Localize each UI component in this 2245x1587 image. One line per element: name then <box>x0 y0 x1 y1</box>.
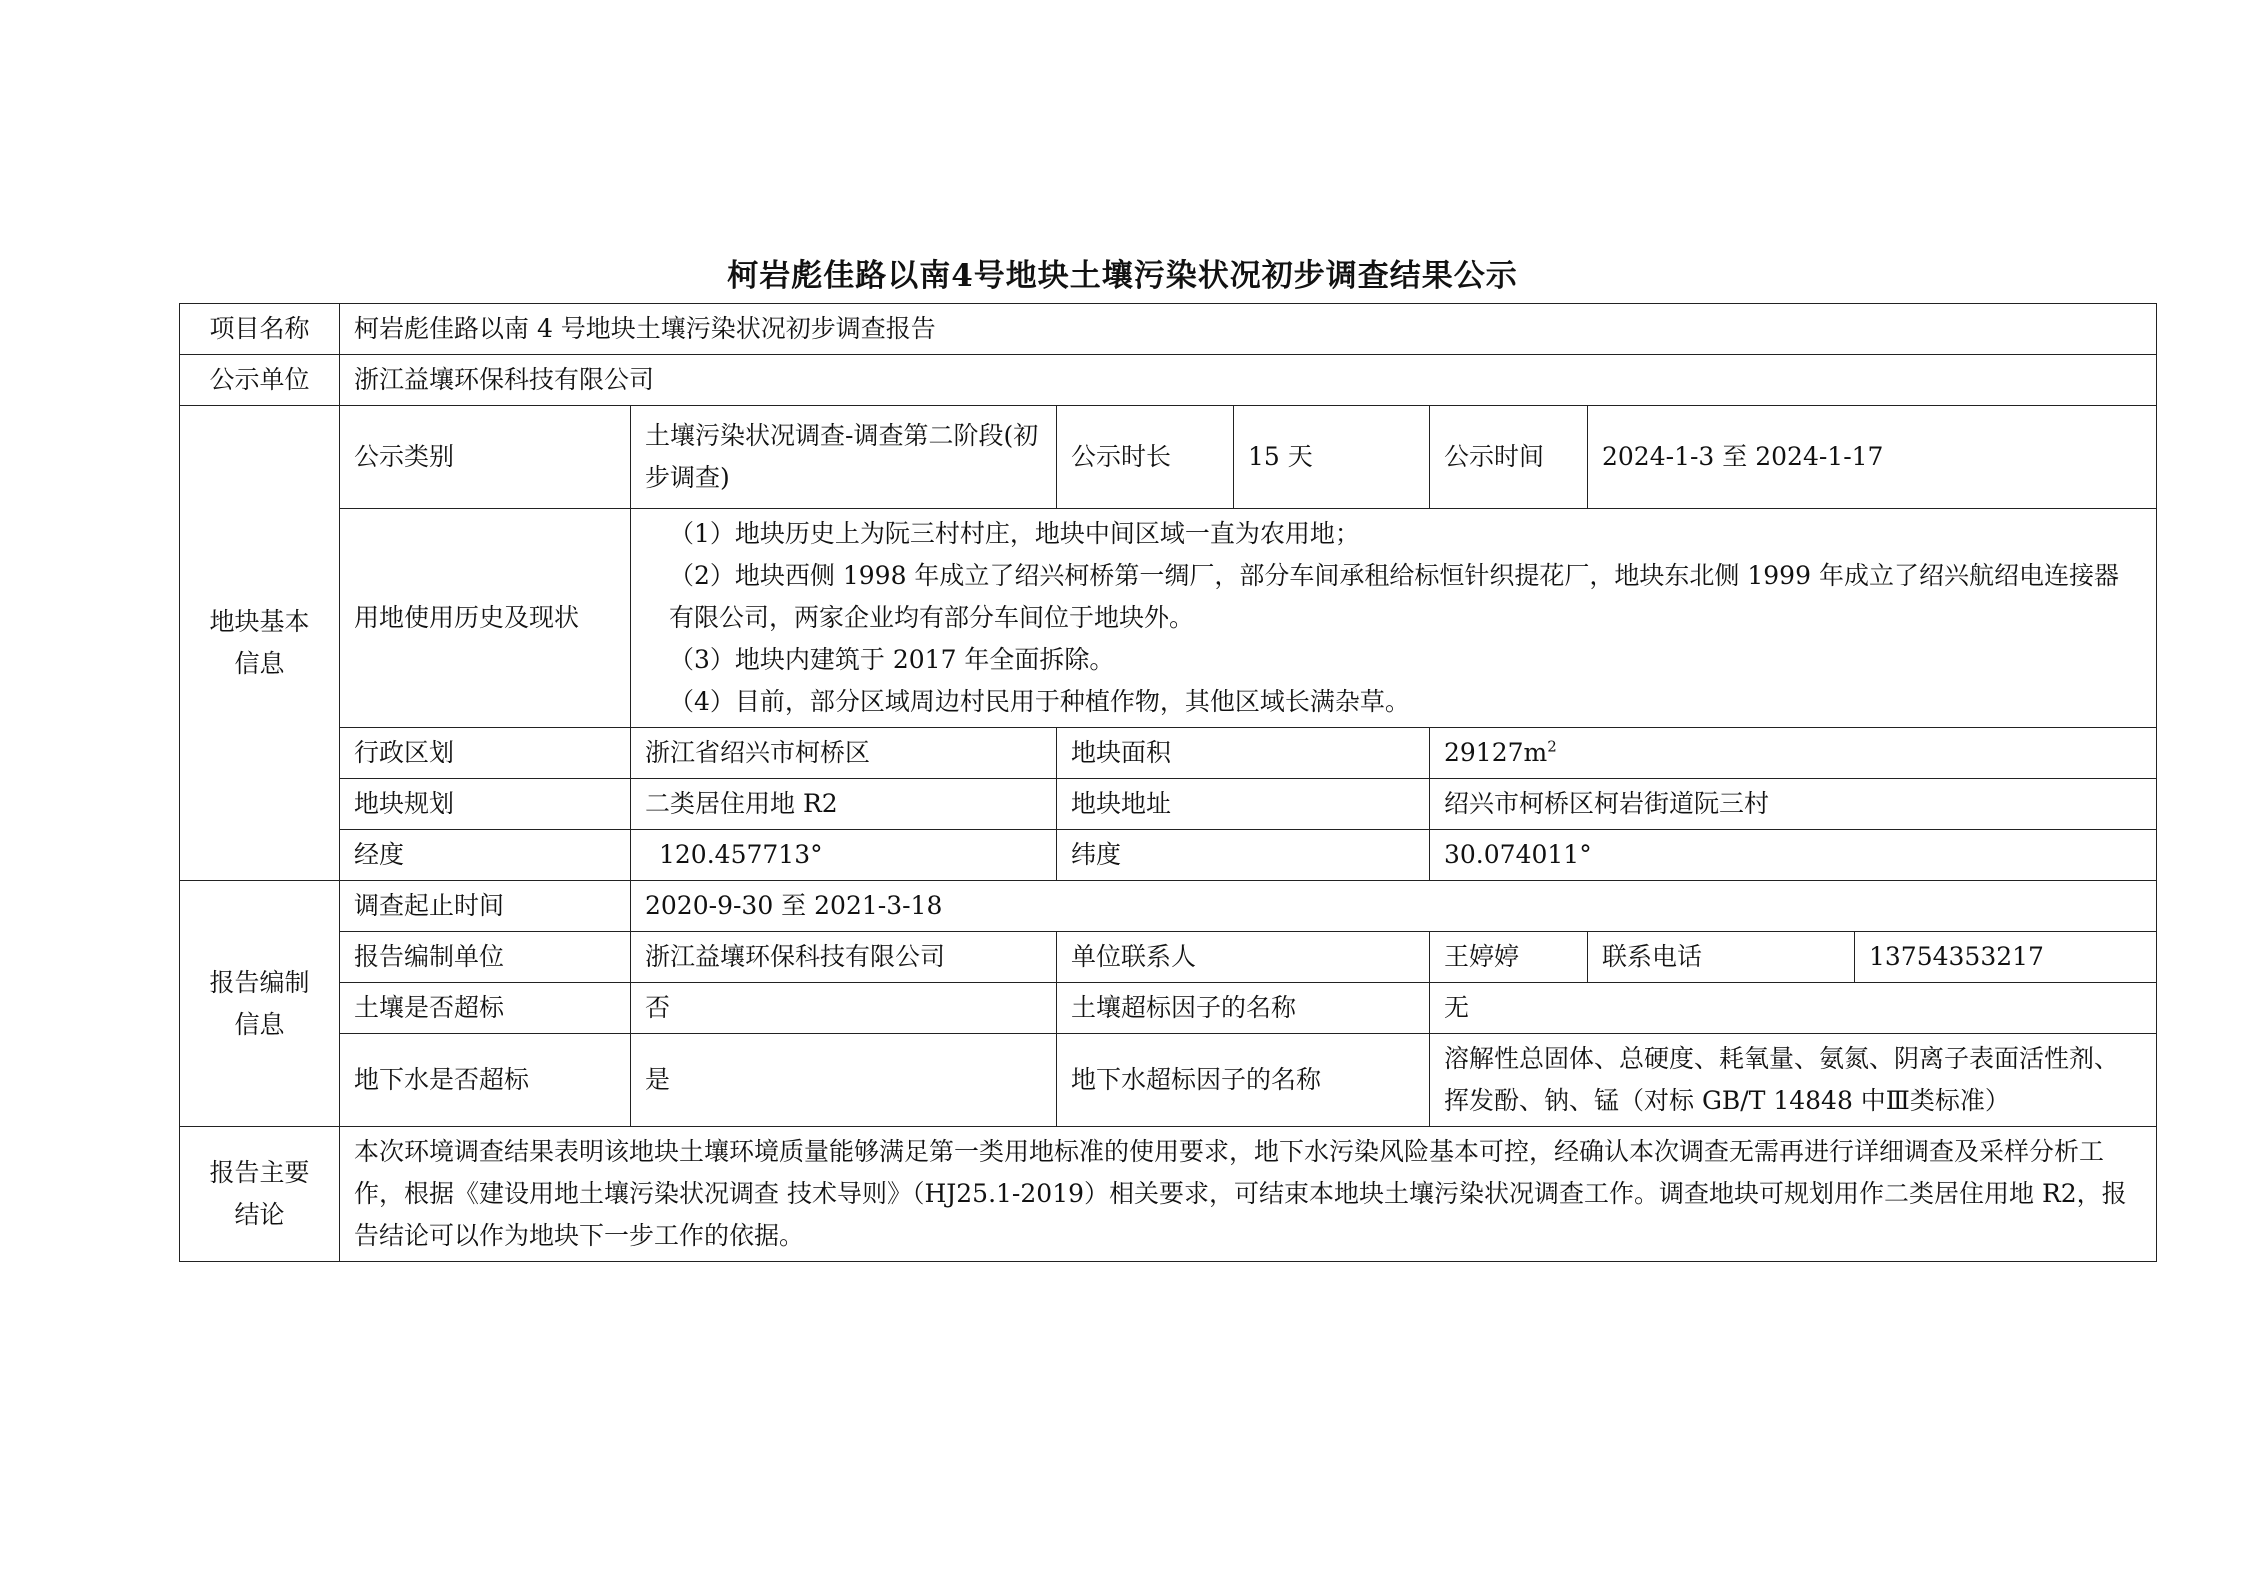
survey-period-value: 2020-9-30 至 2021-3-18 <box>631 881 2157 932</box>
page-title: 柯岩彪佳路以南4号地块土壤污染状况初步调查结果公示 <box>727 258 1518 294</box>
area-label: 地块面积 <box>1057 728 1430 779</box>
area-unit-superscript: 2 <box>1547 737 1557 756</box>
groundwater-exceed-value: 是 <box>631 1034 1057 1127</box>
history-label: 用地使用历史及现状 <box>340 509 631 728</box>
notice-table <box>179 303 2157 1262</box>
project-value: 柯岩彪佳路以南 4 号地块土壤污染状况初步调查报告 <box>340 304 2157 355</box>
conclusion-section-line2: 结论 <box>234 1200 285 1229</box>
groundwater-exceed-row <box>180 1034 2157 1127</box>
survey-period-row <box>180 881 2157 932</box>
history-item: （4）目前，部分区域周边村民用于种植作物，其他区域长满杂草。 <box>669 687 1410 716</box>
latitude-value: 30.074011° <box>1430 830 2157 881</box>
longitude-label: 经度 <box>340 830 631 881</box>
phone-label: 联系电话 <box>1588 932 1855 983</box>
soil-factor-label: 土壤超标因子的名称 <box>1057 983 1430 1034</box>
site-info-section-line1: 地块基本 <box>209 607 310 636</box>
period-value: 2024-1-3 至 2024-1-17 <box>1588 406 2157 509</box>
duration-label: 公示时长 <box>1057 406 1234 509</box>
longitude-value: 120.457713° <box>631 830 1057 881</box>
org-label: 报告编制单位 <box>340 932 631 983</box>
area-value <box>1430 728 2157 779</box>
conclusion-section <box>180 1127 340 1262</box>
site-info-section-line2: 信息 <box>234 649 285 678</box>
category-row <box>180 406 2157 509</box>
org-value: 浙江益壤环保科技有限公司 <box>631 932 1057 983</box>
groundwater-exceed-label: 地下水是否超标 <box>340 1034 631 1127</box>
history-item: （1）地块历史上为阮三村村庄，地块中间区域一直为农用地； <box>669 519 1360 548</box>
coordinate-row <box>180 830 2157 881</box>
history-value <box>631 509 2157 728</box>
groundwater-factor-label: 地下水超标因子的名称 <box>1057 1034 1430 1127</box>
conclusion-section-line1: 报告主要 <box>209 1158 310 1187</box>
district-label: 行政区划 <box>340 728 631 779</box>
soil-exceed-label: 土壤是否超标 <box>340 983 631 1034</box>
duration-value: 15 天 <box>1234 406 1430 509</box>
plan-value: 二类居住用地 R2 <box>631 779 1057 830</box>
address-value: 绍兴市柯桥区柯岩街道阮三村 <box>1430 779 2157 830</box>
soil-exceed-row <box>180 983 2157 1034</box>
site-info-section <box>180 406 340 881</box>
category-label: 公示类别 <box>340 406 631 509</box>
latitude-label: 纬度 <box>1057 830 1430 881</box>
soil-factor-value: 无 <box>1430 983 2157 1034</box>
plan-row <box>180 779 2157 830</box>
soil-exceed-value: 否 <box>631 983 1057 1034</box>
project-label: 项目名称 <box>180 304 340 355</box>
category-value: 土壤污染状况调查-调查第二阶段(初步调查) <box>631 406 1057 509</box>
address-label: 地块地址 <box>1057 779 1430 830</box>
contact-label: 单位联系人 <box>1057 932 1430 983</box>
org-row <box>180 932 2157 983</box>
publisher-label: 公示单位 <box>180 355 340 406</box>
history-item: （3）地块内建筑于 2017 年全面拆除。 <box>669 645 1115 674</box>
conclusion-text: 本次环境调查结果表明该地块土壤环境质量能够满足第一类用地标准的使用要求，地下水污染风险基本可控，经确认本次调查无需再进行详细调查及采样分析工作，根据《建设用地土壤污染状况调查 技术导则》（HJ25.1-2019）相关要求，可结束本地块土壤污染状况调查工作。调查地块可规划用作二类居住用地 R2，报告结论可以作为地块下一步工作的依据。 <box>340 1127 2157 1262</box>
conclusion-row <box>180 1127 2157 1262</box>
survey-period-label: 调查起止时间 <box>340 881 631 932</box>
phone-value: 13754353217 <box>1855 932 2157 983</box>
report-info-section-line1: 报告编制 <box>209 967 310 997</box>
district-row <box>180 728 2157 779</box>
period-label: 公示时间 <box>1430 406 1588 509</box>
contact-value: 王婷婷 <box>1430 932 1588 983</box>
plan-label: 地块规划 <box>340 779 631 830</box>
groundwater-factor-value: 溶解性总固体、总硬度、耗氧量、氨氮、阴离子表面活性剂、挥发酚、钠、锰（对标 GB/T 14848 中Ⅲ类标准） <box>1430 1034 2157 1127</box>
report-info-section-line2: 信息 <box>234 1009 285 1039</box>
project-row <box>180 304 2157 355</box>
district-value: 浙江省绍兴市柯桥区 <box>631 728 1057 779</box>
publisher-row <box>180 355 2157 406</box>
area-number: 29127m <box>1444 738 1548 767</box>
history-item: （2）地块西侧 1998 年成立了绍兴柯桥第一绸厂，部分车间承租给标恒针织提花厂，地块东北侧 1999 年成立了绍兴航绍电连接器有限公司，两家企业均有部分车间位于地块外。 <box>669 561 2119 632</box>
history-row <box>180 509 2157 728</box>
report-info-section <box>180 881 340 1127</box>
publisher-value: 浙江益壤环保科技有限公司 <box>340 355 2157 406</box>
